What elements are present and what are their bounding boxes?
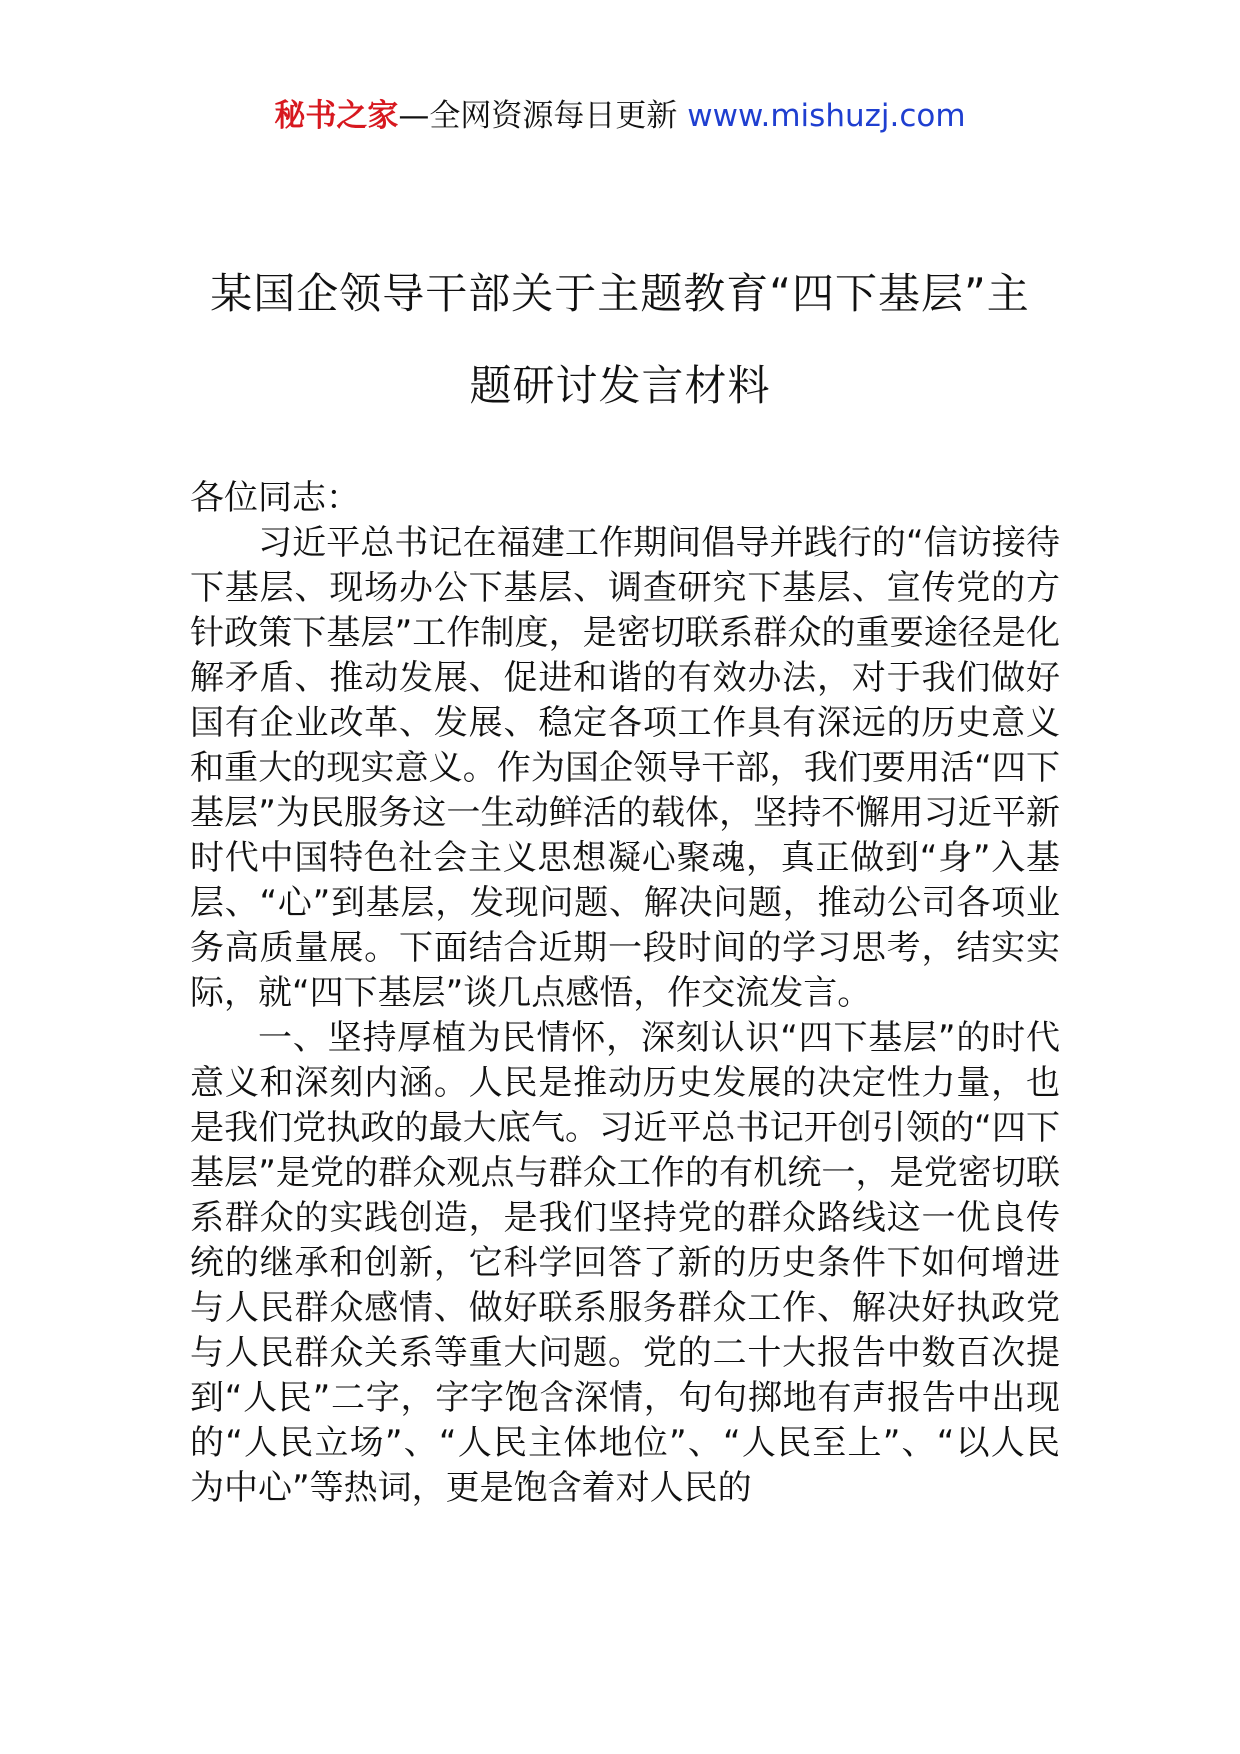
document-title-line-1: 某国企领导干部关于主题教育“四下基层”主 (210, 269, 1030, 318)
document-title (150, 248, 1090, 432)
banner-url-link[interactable]: www.mishuzj.com (687, 98, 966, 134)
banner-brand: 秘书之家 (274, 98, 399, 134)
banner-slogan: —全网资源每日更新 (398, 98, 688, 134)
document-title-line-2: 题研讨发言材料 (469, 361, 771, 410)
salutation: 各位同志： (190, 478, 360, 518)
body-paragraph-intro: 习近平总书记在福建工作期间倡导并践行的“信访接待下基层、现场办公下基层、调查研究下基层、宣传党的方针政策下基层”工作制度，是密切联系群众的重要途径是化解矛盾、推动发展、促进和谐的有效办法，对于我们做好国有企业改革、发展、稳定各项工作具有深远的历史意义和重大的现实意义。作为国企领导干部，我们要用活“四下基层”为民服务这一生动鲜活的载体，坚持不懈用习近平新时代中国特色社会主义思想凝心聚魂，真正做到“身”入基层、“心”到基层，发现问题、解决问题，推动公司各项业务高质量展。下面结合近期一段时间的学习思考，结实实际，就“四下基层”谈几点感悟，作交流发言。 (190, 523, 1060, 1013)
body-paragraph-section-one: 一、坚持厚植为民情怀，深刻认识“四下基层”的时代意义和深刻内涵。人民是推动历史发展的决定性力量，也是我们党执政的最大底气。习近平总书记开创引领的“四下基层”是党的群众观点与群众工作的有机统一，是党密切联系群众的实践创造，是我们坚持党的群众路线这一优良传统的继承和创新，它科学回答了新的历史条件下如何增进与人民群众感情、做好联系服务群众工作、解决好执政党与人民群众关系等重大问题。党的二十大报告中数百次提到“人民”二字，字字饱含深情，句句掷地有声报告中出现的“人民立场”、“人民主体地位”、“人民至上”、“以人民为中心”等热词，更是饱含着对人民的 (190, 1018, 1060, 1508)
document-body (190, 476, 1060, 1511)
site-banner (0, 96, 1240, 136)
